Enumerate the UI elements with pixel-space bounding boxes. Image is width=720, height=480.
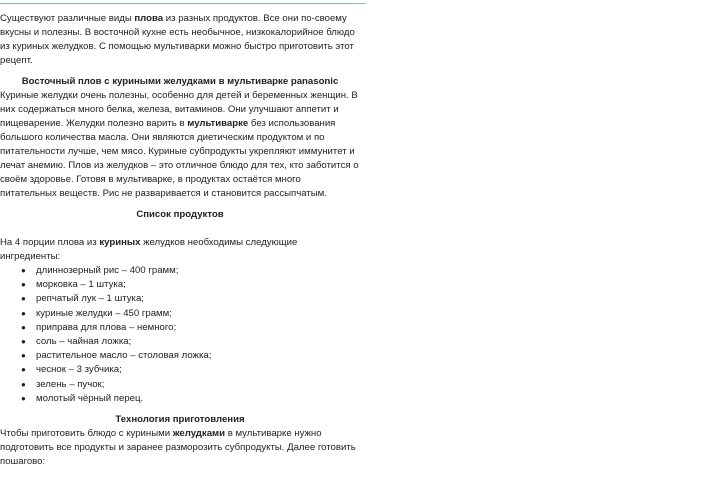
intro-text-2: из разных продуктов. Все они по-своему вкусны и полезны. В восточной кухне есть необычное, низкокалорийное блюдо из куриных желудков. С помощью мультиварки можно быстро приготовить этот рецепт. xyxy=(0,13,355,66)
section3-bold-1: желудками xyxy=(172,428,226,440)
section-heading-method: Технология приготовления xyxy=(115,414,245,426)
intro-paragraph xyxy=(0,12,360,68)
intro-text-1: Существуют различные виды xyxy=(0,13,135,24)
section-heading-ingredients: Список продуктов xyxy=(136,209,224,220)
bullet-icon: ● xyxy=(21,379,26,389)
section1-paragraph xyxy=(0,89,360,201)
spacer xyxy=(0,68,360,75)
section-heading-pilaf: Восточный плов с куриными желудками в мультиварке panasonic xyxy=(21,76,339,87)
bullet-icon: ● xyxy=(21,337,26,347)
bullet-icon: ● xyxy=(21,294,26,304)
bullet-icon: ● xyxy=(21,308,26,318)
list-item-text: зелень – пучок; xyxy=(36,378,105,390)
article-column xyxy=(0,12,360,469)
section2-text-2: желудков необходимы следующие ингредиенты: xyxy=(0,237,298,262)
section3-text-2: в мультиварке нужно подготовить все продукты и заранее разморозить субпродукты. Далее готовить пошагово: xyxy=(0,428,356,468)
spacer xyxy=(0,201,360,208)
bullet-icon: ● xyxy=(21,280,26,290)
list-item xyxy=(21,278,360,292)
list-item-text: куриные желудки – 450 грамм; xyxy=(36,307,172,319)
bullet-icon: ● xyxy=(21,365,26,375)
list-item-text: соль – чайная ложка; xyxy=(36,336,132,348)
list-item-text: чеснок – 3 зубчика; xyxy=(36,364,122,376)
list-item xyxy=(21,363,360,377)
list-item xyxy=(21,349,360,363)
list-item xyxy=(21,264,360,278)
bullet-icon: ● xyxy=(21,351,26,361)
intro-bold-1: плова xyxy=(134,13,164,24)
list-item-text: морковка – 1 штука; xyxy=(36,279,126,291)
bullet-icon: ● xyxy=(21,322,26,332)
list-item xyxy=(21,321,360,335)
bullet-icon: ● xyxy=(21,393,26,403)
list-item xyxy=(21,307,360,321)
section1-bold-1: мультиварке xyxy=(187,118,249,129)
bullet-icon: ● xyxy=(21,266,26,275)
list-item-text: растительное масло – столовая ложка; xyxy=(36,350,212,362)
ingredients-list xyxy=(0,264,360,406)
list-item xyxy=(21,378,360,392)
list-item-text: репчатый лук – 1 штука; xyxy=(36,293,144,305)
section1-text-1: Куриные желудки очень полезны, особенно для детей и беременных женщин. В них содержаться много белка, железа, витаминов. Они улучшают аппетит и пищеварение. Желудки полезно варить в xyxy=(0,90,358,129)
list-item-text: молотый чёрный перец. xyxy=(36,392,144,404)
section2-paragraph xyxy=(0,236,360,264)
list-item xyxy=(21,392,360,406)
top-divider xyxy=(0,3,366,4)
list-item-text: длиннозерный рис – 400 грамм; xyxy=(36,265,179,276)
list-item-text: приправа для плова – немного; xyxy=(36,321,177,333)
list-item xyxy=(21,335,360,349)
section3-text-1: Чтобы приготовить блюдо с куриными xyxy=(0,428,173,440)
spacer xyxy=(0,406,360,413)
section2-text-1: На 4 порции плова из xyxy=(0,237,100,248)
spacer xyxy=(0,222,360,236)
list-item xyxy=(21,292,360,306)
section1-text-2: без использования большого количества масла. Они являются диетическим продуктом и по питательности лучше, чем мясо. Куриные субпродукты укрепляют иммунитет и лечат анемию. Плов из желудков – это отличное блюдо для тех, кто заботится о своём здоровье. Готовя в мультиварке, в продуктах остаётся много питательных веществ. Рис не разваривается и становится рассыпчатым. xyxy=(0,118,359,199)
section2-bold-1: куриных xyxy=(99,237,141,248)
section3-paragraph xyxy=(0,427,360,469)
